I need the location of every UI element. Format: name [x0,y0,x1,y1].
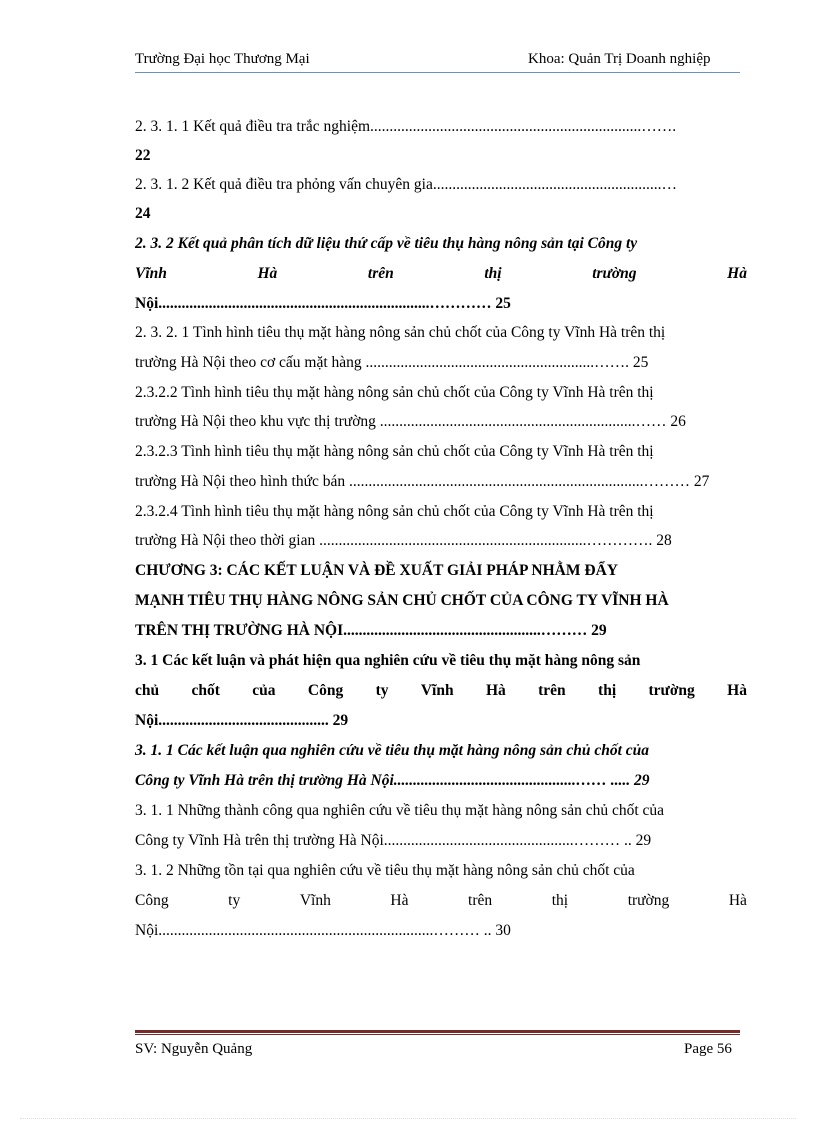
toc-word: thị [598,682,617,699]
toc-word: Hà [727,682,747,699]
footer-rule-thin [135,1034,740,1035]
toc-page-number: 22 [135,147,151,164]
toc-word: Công [135,892,169,909]
toc-word: Công [307,682,344,699]
header-school: Trường Đại học Thương Mại [135,51,310,67]
toc-entry-2324: 2.3.2.4 Tình hình tiêu thụ mặt hàng nông sản chủ chốt của Công ty Vĩnh Hà trên thị [135,503,654,520]
toc-entry-232-cont [135,264,747,284]
toc-word: Hà [390,892,409,909]
toc-word: trường [627,892,670,909]
toc-entry-311b: 3. 1. 1 Những thành công qua nghiên cứu về tiêu thụ mặt hàng nông sản chủ chốt của [135,802,665,819]
toc-word: trường [648,682,695,699]
toc-word: chốt [191,682,220,699]
toc-entry-2323-cont: trường Hà Nội theo hình thức bán ............................................................................……… 27 [135,473,710,490]
toc-entry-2321-cont: trường Hà Nội theo cơ cấu mặt hàng ...........................................................……. 25 [135,354,649,371]
toc-word: thị [484,265,502,282]
toc-word: Hà [257,265,278,282]
toc-word: Vĩnh [299,892,331,909]
header-faculty: Khoa: Quản Trị Doanh nghiệp [528,51,711,67]
toc-word: Hà [727,265,747,282]
toc-entry-311-cont: Công ty Vĩnh Hà trên thị trường Hà Nội...............................................…… ..... 29 [135,772,650,789]
footer-rule [135,1030,740,1033]
toc-word: trên [538,682,566,699]
toc-entry-312: 3. 1. 2 Những tồn tại qua nghiên cứu về tiêu thụ mặt hàng nông sản chủ chốt của [135,862,635,879]
footer-student: SV: Nguyễn Quảng [135,1041,253,1057]
toc-entry-2312: 2. 3. 1. 2 Kết quả điều tra phỏng vấn chuyên gia...........................................................… [135,176,677,193]
toc-entry-2324-cont: trường Hà Nội theo thời gian .....................................................................…………. 28 [135,532,672,549]
toc-entry-311b-cont: Công ty Vĩnh Hà trên thị trường Hà Nội.................................................……… .. 29 [135,832,652,849]
toc-chapter-3-end: TRÊN THỊ TRƯỜNG HÀ NỘI...................................................……… 29 [135,622,607,639]
toc-word: Vĩnh [135,265,167,282]
toc-word: Vĩnh [420,682,454,699]
page-edge-divider [20,1118,796,1119]
toc-word: Hà [485,682,506,699]
toc-entry-312-cont [135,891,747,911]
toc-word: ty [228,892,241,909]
toc-word: trên [468,892,493,909]
toc-entry-312-end: Nội.......................................................................……… .. 30 [135,922,511,939]
toc-entry-2311: 2. 3. 1. 1 Kết quả điều tra trắc nghiệm......................................................................……. [135,118,677,135]
toc-word: Hà [728,892,747,909]
toc-entry-232-end: Nội......................................................................………… 25 [135,295,511,312]
header-rule [135,72,740,73]
footer-page-number: Page 56 [684,1041,732,1057]
toc-word: thị [551,892,569,909]
toc-entry-31-end: Nội............................................ 29 [135,712,349,729]
toc-page-number: 24 [135,205,151,222]
toc-entry-31: 3. 1 Các kết luận và phát hiện qua nghiên cứu về tiêu thụ mặt hàng nông sản [135,652,641,669]
toc-word: trên [367,265,394,282]
toc-entry-232: 2. 3. 2 Kết quả phân tích dữ liệu thứ cấp về tiêu thụ hàng nông sản tại Công ty [135,235,638,252]
toc-word: ty [375,682,389,699]
toc-entry-311: 3. 1. 1 Các kết luận qua nghiên cứu về tiêu thụ mặt hàng nông sản chủ chốt của [135,742,649,759]
toc-entry-2321: 2. 3. 2. 1 Tình hình tiêu thụ mặt hàng nông sản chủ chốt của Công ty Vĩnh Hà trên thị [135,324,666,341]
toc-word: chủ [135,682,160,699]
toc-chapter-3-cont: MẠNH TIÊU THỤ HÀNG NÔNG SẢN CHỦ CHỐT CỦA CÔNG TY VĨNH HÀ [135,592,669,609]
toc-entry-2322-cont: trường Hà Nội theo khu vực thị trường ..................................................................…… 26 [135,413,686,430]
toc-word: của [252,682,276,699]
toc-chapter-3: CHƯƠNG 3: CÁC KẾT LUẬN VÀ ĐỀ XUẤT GIẢI PHÁP NHẰM ĐẨY [135,562,618,579]
toc-word: trường [592,265,637,282]
toc-entry-2323: 2.3.2.3 Tình hình tiêu thụ mặt hàng nông sản chủ chốt của Công ty Vĩnh Hà trên thị [135,443,654,460]
toc-entry-2322: 2.3.2.2 Tình hình tiêu thụ mặt hàng nông sản chủ chốt của Công ty Vĩnh Hà trên thị [135,384,654,401]
toc-entry-31-cont [135,681,747,701]
